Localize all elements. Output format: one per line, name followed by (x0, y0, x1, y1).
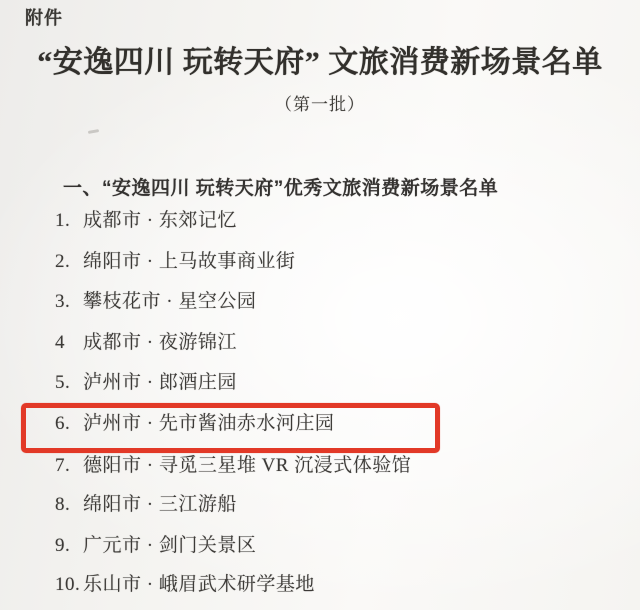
list-item-3 (55, 290, 256, 314)
list-item-text: 泸州市 · 先市酱油赤水河庄园 (83, 413, 335, 434)
list-item-6-highlighted (55, 412, 334, 436)
list-item-7 (55, 454, 411, 478)
list-item-text: 德阳市 · 寻觅三星堆 VR 沉浸式体验馆 (83, 455, 412, 476)
list-item-9 (55, 534, 256, 558)
list-item-text: 绵阳市 · 上马故事商业街 (83, 251, 296, 272)
list-item-text: 成都市 · 夜游锦江 (83, 332, 237, 353)
list-item-text: 泸州市 · 郎酒庄园 (83, 372, 237, 393)
list-item-number: 2. (55, 251, 71, 272)
list-item-number: 8. (55, 494, 71, 515)
list-item-4 (55, 331, 237, 355)
scan-smudge-mark (88, 129, 99, 134)
list-item-2 (55, 250, 295, 274)
list-item-number: 4 (55, 332, 65, 353)
list-item-number: 9. (55, 535, 71, 556)
list-item-number: 6. (55, 413, 71, 434)
list-item-number: 10. (55, 574, 81, 595)
attachment-label: 附件 (25, 8, 63, 28)
list-item-1 (55, 209, 237, 233)
list-item-number: 3. (55, 291, 71, 312)
list-item-text: 绵阳市 · 三江游船 (83, 494, 237, 515)
list-item-number: 1. (55, 210, 71, 231)
list-item-text: 乐山市 · 峨眉武术研学基地 (83, 574, 315, 595)
list-item-10 (55, 573, 315, 597)
list-item-text: 攀枝花市 · 星空公园 (83, 291, 257, 312)
section-heading: 一、“安逸四川 玩转天府”优秀文旅消费新场景名单 (63, 178, 499, 199)
list-item-text: 广元市 · 剑门关景区 (83, 535, 257, 556)
document-title: “安逸四川 玩转天府” 文旅消费新场景名单 (37, 46, 603, 79)
list-item-5 (55, 371, 237, 395)
list-item-8 (55, 493, 237, 517)
list-item-number: 7. (55, 455, 71, 476)
list-item-number: 5. (55, 372, 71, 393)
document-subtitle: （第一批） (275, 95, 365, 114)
list-item-text: 成都市 · 东郊记忆 (83, 210, 237, 231)
